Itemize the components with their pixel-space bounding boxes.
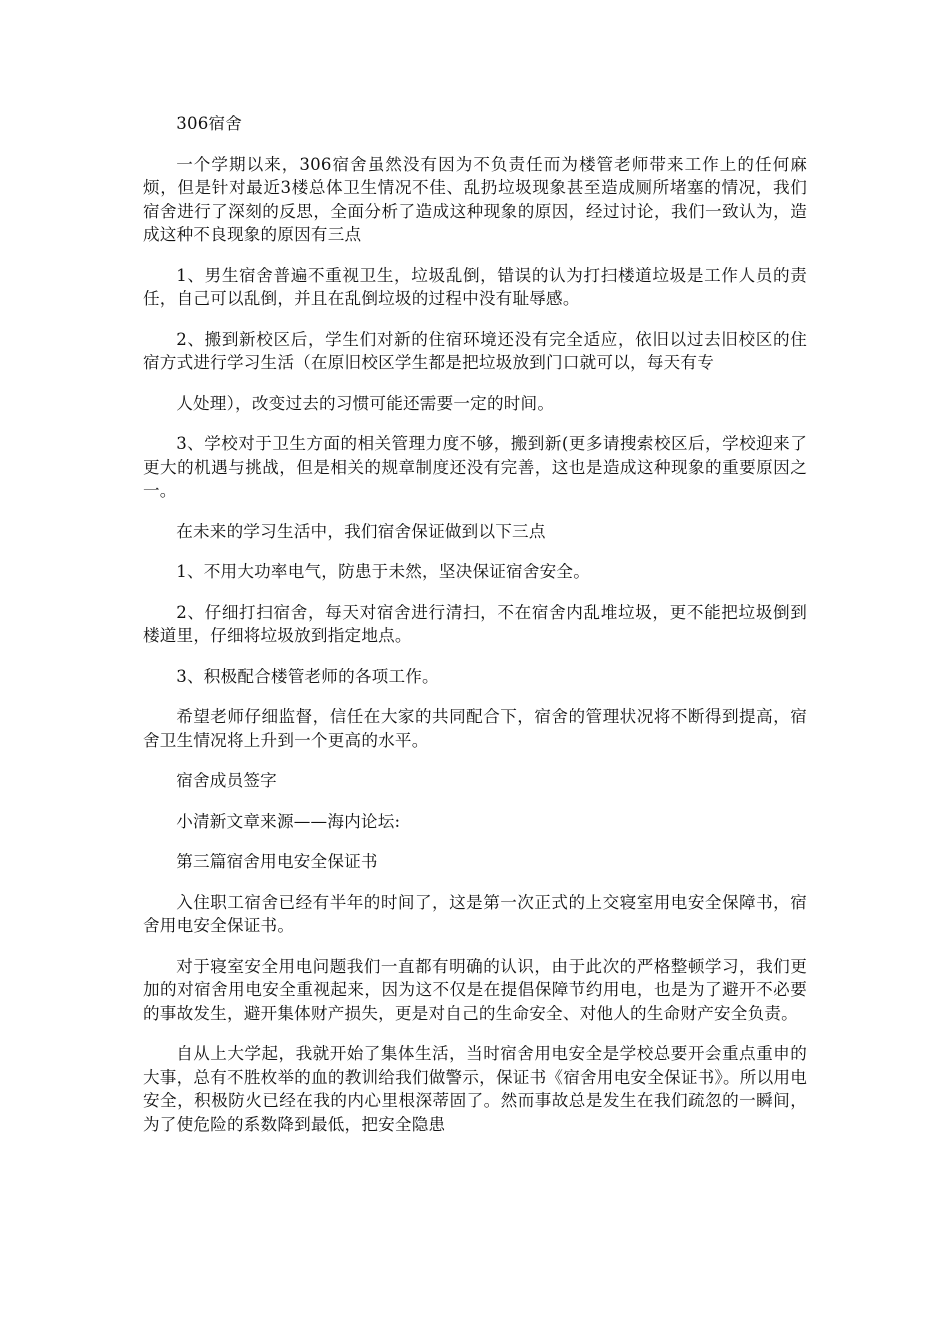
paragraph-promise-1: 1、不用大功率电气，防患于未然，坚决保证宿舍安全。 bbox=[176, 562, 590, 581]
paragraph-promise-3: 3、积极配合楼管老师的各项工作。 bbox=[176, 666, 439, 686]
document-body bbox=[143, 112, 807, 1153]
paragraph-third-intro: 入住职工宿舍已经有半年的时间了，这是第一次正式的上交寝室用电安全保障书，宿舍用电安全保证书。 bbox=[143, 892, 807, 935]
paragraph-source: 小清新文章来源——海内论坛: bbox=[176, 811, 401, 831]
heading-third-article: 第三篇宿舍用电安全保证书 bbox=[176, 852, 378, 871]
heading-306-dorm: 306宿舍 bbox=[176, 114, 243, 133]
paragraph-third-college: 自从上大学起，我就开始了集体生活，当时宿舍用电安全是学校总要开会重点重申的大事，总有不胜枚举的血的教训给我们做警示，保证书《宿舍用电安全保证书》。所以用电安全，积极防火已经在我的内心里根深蒂固了。然而事故总是发生在我们疏忽的一瞬间，为了使危险的系数降到最低，把安全隐患 bbox=[143, 1044, 807, 1134]
paragraph-reason-2-continued: 人处理），改变过去的习惯可能还需要一定的时间。 bbox=[176, 393, 555, 413]
paragraph-hope: 希望老师仔细监督，信任在大家的共同配合下，宿舍的管理状况将不断得到提高，宿舍卫生情况将上升到一个更高的水平。 bbox=[143, 707, 807, 750]
paragraph-promise-intro: 在未来的学习生活中，我们宿舍保证做到以下三点 bbox=[176, 521, 546, 541]
paragraph-third-awareness: 对于寝室安全用电问题我们一直都有明确的认识，由于此次的严格整顿学习，我们更加的对宿舍用电安全重视起来，因为这不仅是在提倡保障节约用电，也是为了避开不必要的事故发生，避开集体财产损失，更是对自己的生命安全、对他人的生命财产安全负责。 bbox=[143, 956, 807, 1023]
paragraph-reason-1: 1、男生宿舍普遍不重视卫生，垃圾乱倒，错误的认为打扫楼道垃圾是工作人员的责任，自己可以乱倒，并且在乱倒垃圾的过程中没有耻辱感。 bbox=[143, 265, 807, 308]
paragraph-promise-2: 2、仔细打扫宿舍，每天对宿舍进行清扫，不在宿舍内乱堆垃圾，更不能把垃圾倒到楼道里，仔细将垃圾放到指定地点。 bbox=[143, 602, 807, 645]
paragraph-reason-3: 3、学校对于卫生方面的相关管理力度不够，搬到新(更多请搜索校区后，学校迎来了更大的机遇与挑战，但是相关的规章制度还没有完善，这也是造成这种现象的重要原因之一。 bbox=[143, 434, 807, 500]
paragraph-reason-2: 2、搬到新校区后，学生们对新的住宿环境还没有完全适应，依旧以过去旧校区的住宿方式进行学习生活（在原旧校区学生都是把垃圾放到门口就可以，每天有专 bbox=[143, 329, 807, 372]
paragraph-intro: 一个学期以来，306宿舍虽然没有因为不负责任而为楼管老师带来工作上的任何麻烦，但是针对最近3楼总体卫生情况不佳、乱扔垃圾现象甚至造成厕所堵塞的情况，我们宿舍进行了深刻的反思，全面分析了造成这种现象的原因，经过讨论，我们一致认为，造成这种不良现象的原因有三点 bbox=[143, 154, 807, 244]
paragraph-signature: 宿舍成员签字 bbox=[176, 771, 277, 790]
